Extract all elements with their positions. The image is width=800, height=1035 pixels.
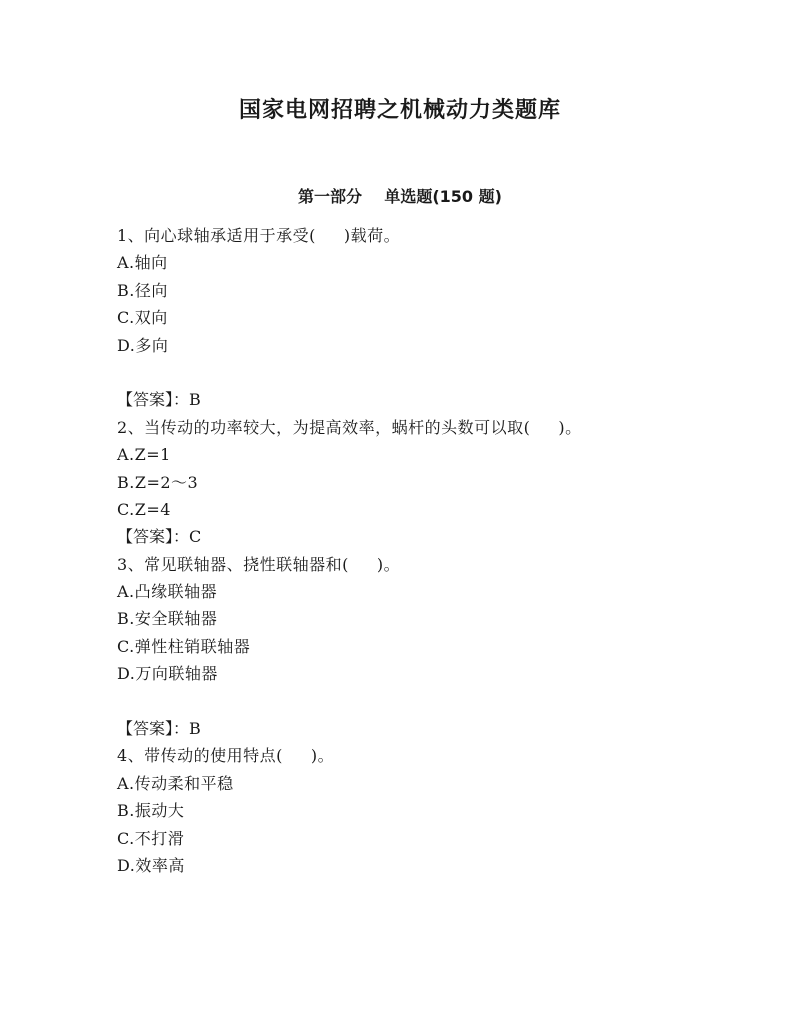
question-text: 1、向心球轴承适用于承受( )载荷。 (117, 226, 401, 245)
spacer (117, 688, 757, 715)
option-c: C.不打滑 (117, 828, 185, 848)
option-b: B.Z=2～3 (117, 472, 199, 492)
spacer (117, 359, 757, 386)
option-b: B.径向 (117, 280, 168, 300)
answer-line (117, 715, 757, 742)
option-b: B.振动大 (117, 801, 185, 821)
section-title: 第一部分 单选题(150 题) (298, 187, 502, 206)
question-3 (117, 551, 757, 743)
option-c: C.Z=4 (117, 499, 171, 519)
option-d: D.效率高 (117, 855, 185, 875)
option-c: C.双向 (117, 308, 168, 328)
question-text: 4、带传动的使用特点( )。 (117, 746, 335, 766)
answer-value: B (189, 719, 201, 739)
question-text: 3、常见联轴器、挠性联轴器和( )。 (117, 554, 401, 574)
option-a: A.凸缘联轴器 (117, 582, 218, 602)
answer-line (117, 523, 757, 550)
answer-value: B (189, 390, 201, 410)
option-a: A.轴向 (117, 253, 168, 273)
option-d: D.多向 (117, 335, 169, 355)
question-text: 2、当传动的功率较大，为提高效率，蜗杆的头数可以取( )。 (117, 417, 582, 437)
question-4 (117, 742, 757, 879)
answer-line (117, 386, 757, 413)
option-c: C.弹性柱销联轴器 (117, 636, 251, 656)
question-list (117, 222, 757, 879)
question-2 (117, 414, 757, 551)
answer-label: 【答案】： (117, 527, 190, 547)
answer-label: 【答案】： (117, 719, 190, 739)
option-b: B.安全联轴器 (117, 609, 218, 629)
document-title: 国家电网招聘之机械动力类题库 (238, 98, 561, 123)
option-d: D.万向联轴器 (117, 664, 218, 684)
answer-value: C (189, 527, 202, 547)
answer-label: 【答案】： (117, 390, 190, 410)
option-a: A.Z=1 (117, 445, 171, 465)
option-a: A.传动柔和平稳 (117, 773, 234, 793)
question-1 (117, 222, 757, 414)
